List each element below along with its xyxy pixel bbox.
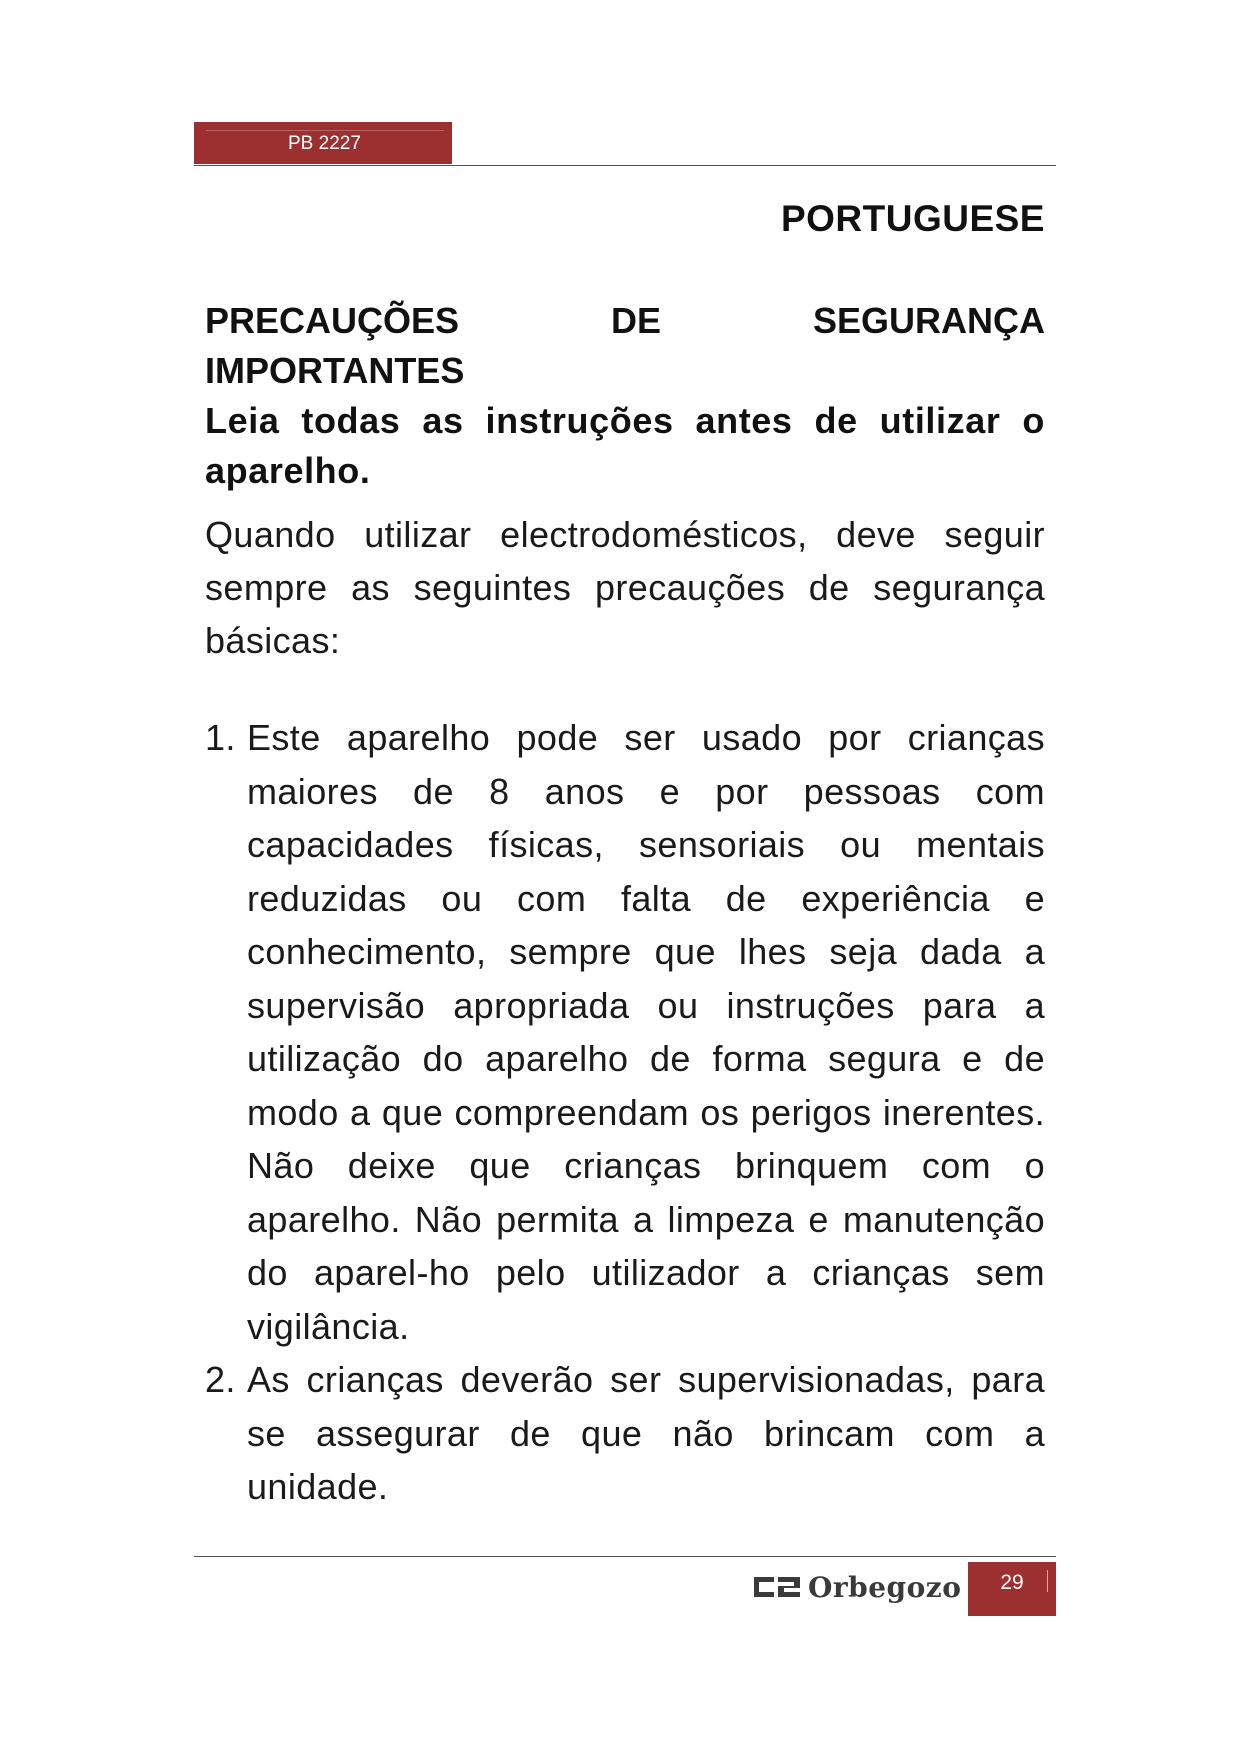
list-item (205, 1353, 1045, 1514)
footer-divider (194, 1556, 1056, 1557)
section-title-word-3: SEGURANÇA (812, 300, 1045, 341)
page-number: 29 (1000, 1571, 1024, 1594)
page-number-box (968, 1562, 1056, 1616)
language-title: PORTUGUESE (780, 198, 1045, 239)
header-divider (194, 165, 1056, 166)
intro-paragraph: Quando utilizar electrodomésticos, deve seguir sempre as seguintes precauções de segurança básicas: (205, 514, 1045, 661)
list-item-number: 1. (205, 717, 236, 758)
brand-mark-icon (754, 1575, 800, 1599)
list-item-text: As crianças deverão ser supervisionadas, para se assegurar de que não brincam com a unidade. (247, 1359, 1045, 1507)
brand-logo (754, 1569, 961, 1605)
section-subtitle: Leia todas as instruções antes de utilizar o aparelho. (205, 400, 1045, 491)
section-title-line-2: IMPORTANTES (205, 350, 465, 391)
list-item-text: Este aparelho pode ser usado por crianças maiores de 8 anos e por pessoas com capacidades físicas, sensoriais ou mentais reduzidas ou com falta de experiência e conhecimento, sempre que lhes seja dada a supervisão apropriada ou instruções para a utilização do aparelho de forma segura e de modo a que compreendam os perigos inerentes. Não deixe que crianças brinquem com o aparelho. Não permita a limpeza e manutenção do aparel-ho pelo utilizador a crianças sem vigilância. (247, 717, 1045, 1347)
precautions-list (205, 711, 1045, 1514)
section-title-word-1: PRECAUÇÕES (205, 300, 460, 341)
list-item (205, 711, 1045, 1353)
model-label: PB 2227 (288, 133, 361, 154)
section-title-word-2: DE (611, 300, 662, 341)
list-item-number: 2. (205, 1359, 236, 1400)
brand-wordmark: Orbegozo (808, 1570, 962, 1604)
model-tab (194, 122, 452, 164)
section-title (205, 296, 1045, 396)
main-content (205, 296, 1045, 1514)
